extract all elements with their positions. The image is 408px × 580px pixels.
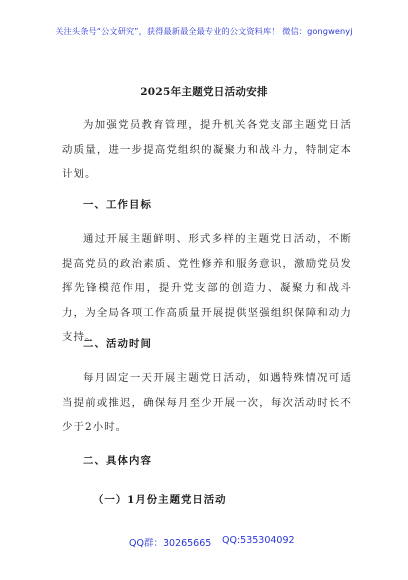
footer-qq: QQ:535304092 [222,535,295,546]
section-heading-time: 二、活动时间 [83,338,152,350]
footer-qq-group: QQ群：30265665 [129,538,212,549]
section-body-goals: 通过开展主题鲜明、形式多样的主题党日活动，不断提高党员的政治素质、党性修养和服务意识，激励党员发挥先锋模范作用，提升党支部的创造力、凝聚力和战斗力，为全局各项工作高质量开展提供坚强组织保障和动力支持。 [62,233,352,343]
intro-paragraph: 为加强党员教育管理，提升机关各党支部主题党日活动质量，进一步提高党组织的凝聚力和战斗力，特制定本计划。 [62,119,352,180]
header-banner: 关注头条号“公文研究”，获得最新最全最专业的公文资料库！ 微信：gongwenyj [55,26,353,36]
section-heading-content: 二、具体内容 [83,455,152,467]
document-title: 2025年主题党日活动安排 [140,86,268,98]
section-body-time: 每月固定一天开展主题党日活动，如遇特殊情况可适当提前或推迟，确保每月至少开展一次，每次活动时长不少于2小时。 [62,372,352,433]
section-heading-goals: 一、工作目标 [83,199,152,211]
subsection-heading-january: （一）1月份主题党日活动 [93,494,227,506]
